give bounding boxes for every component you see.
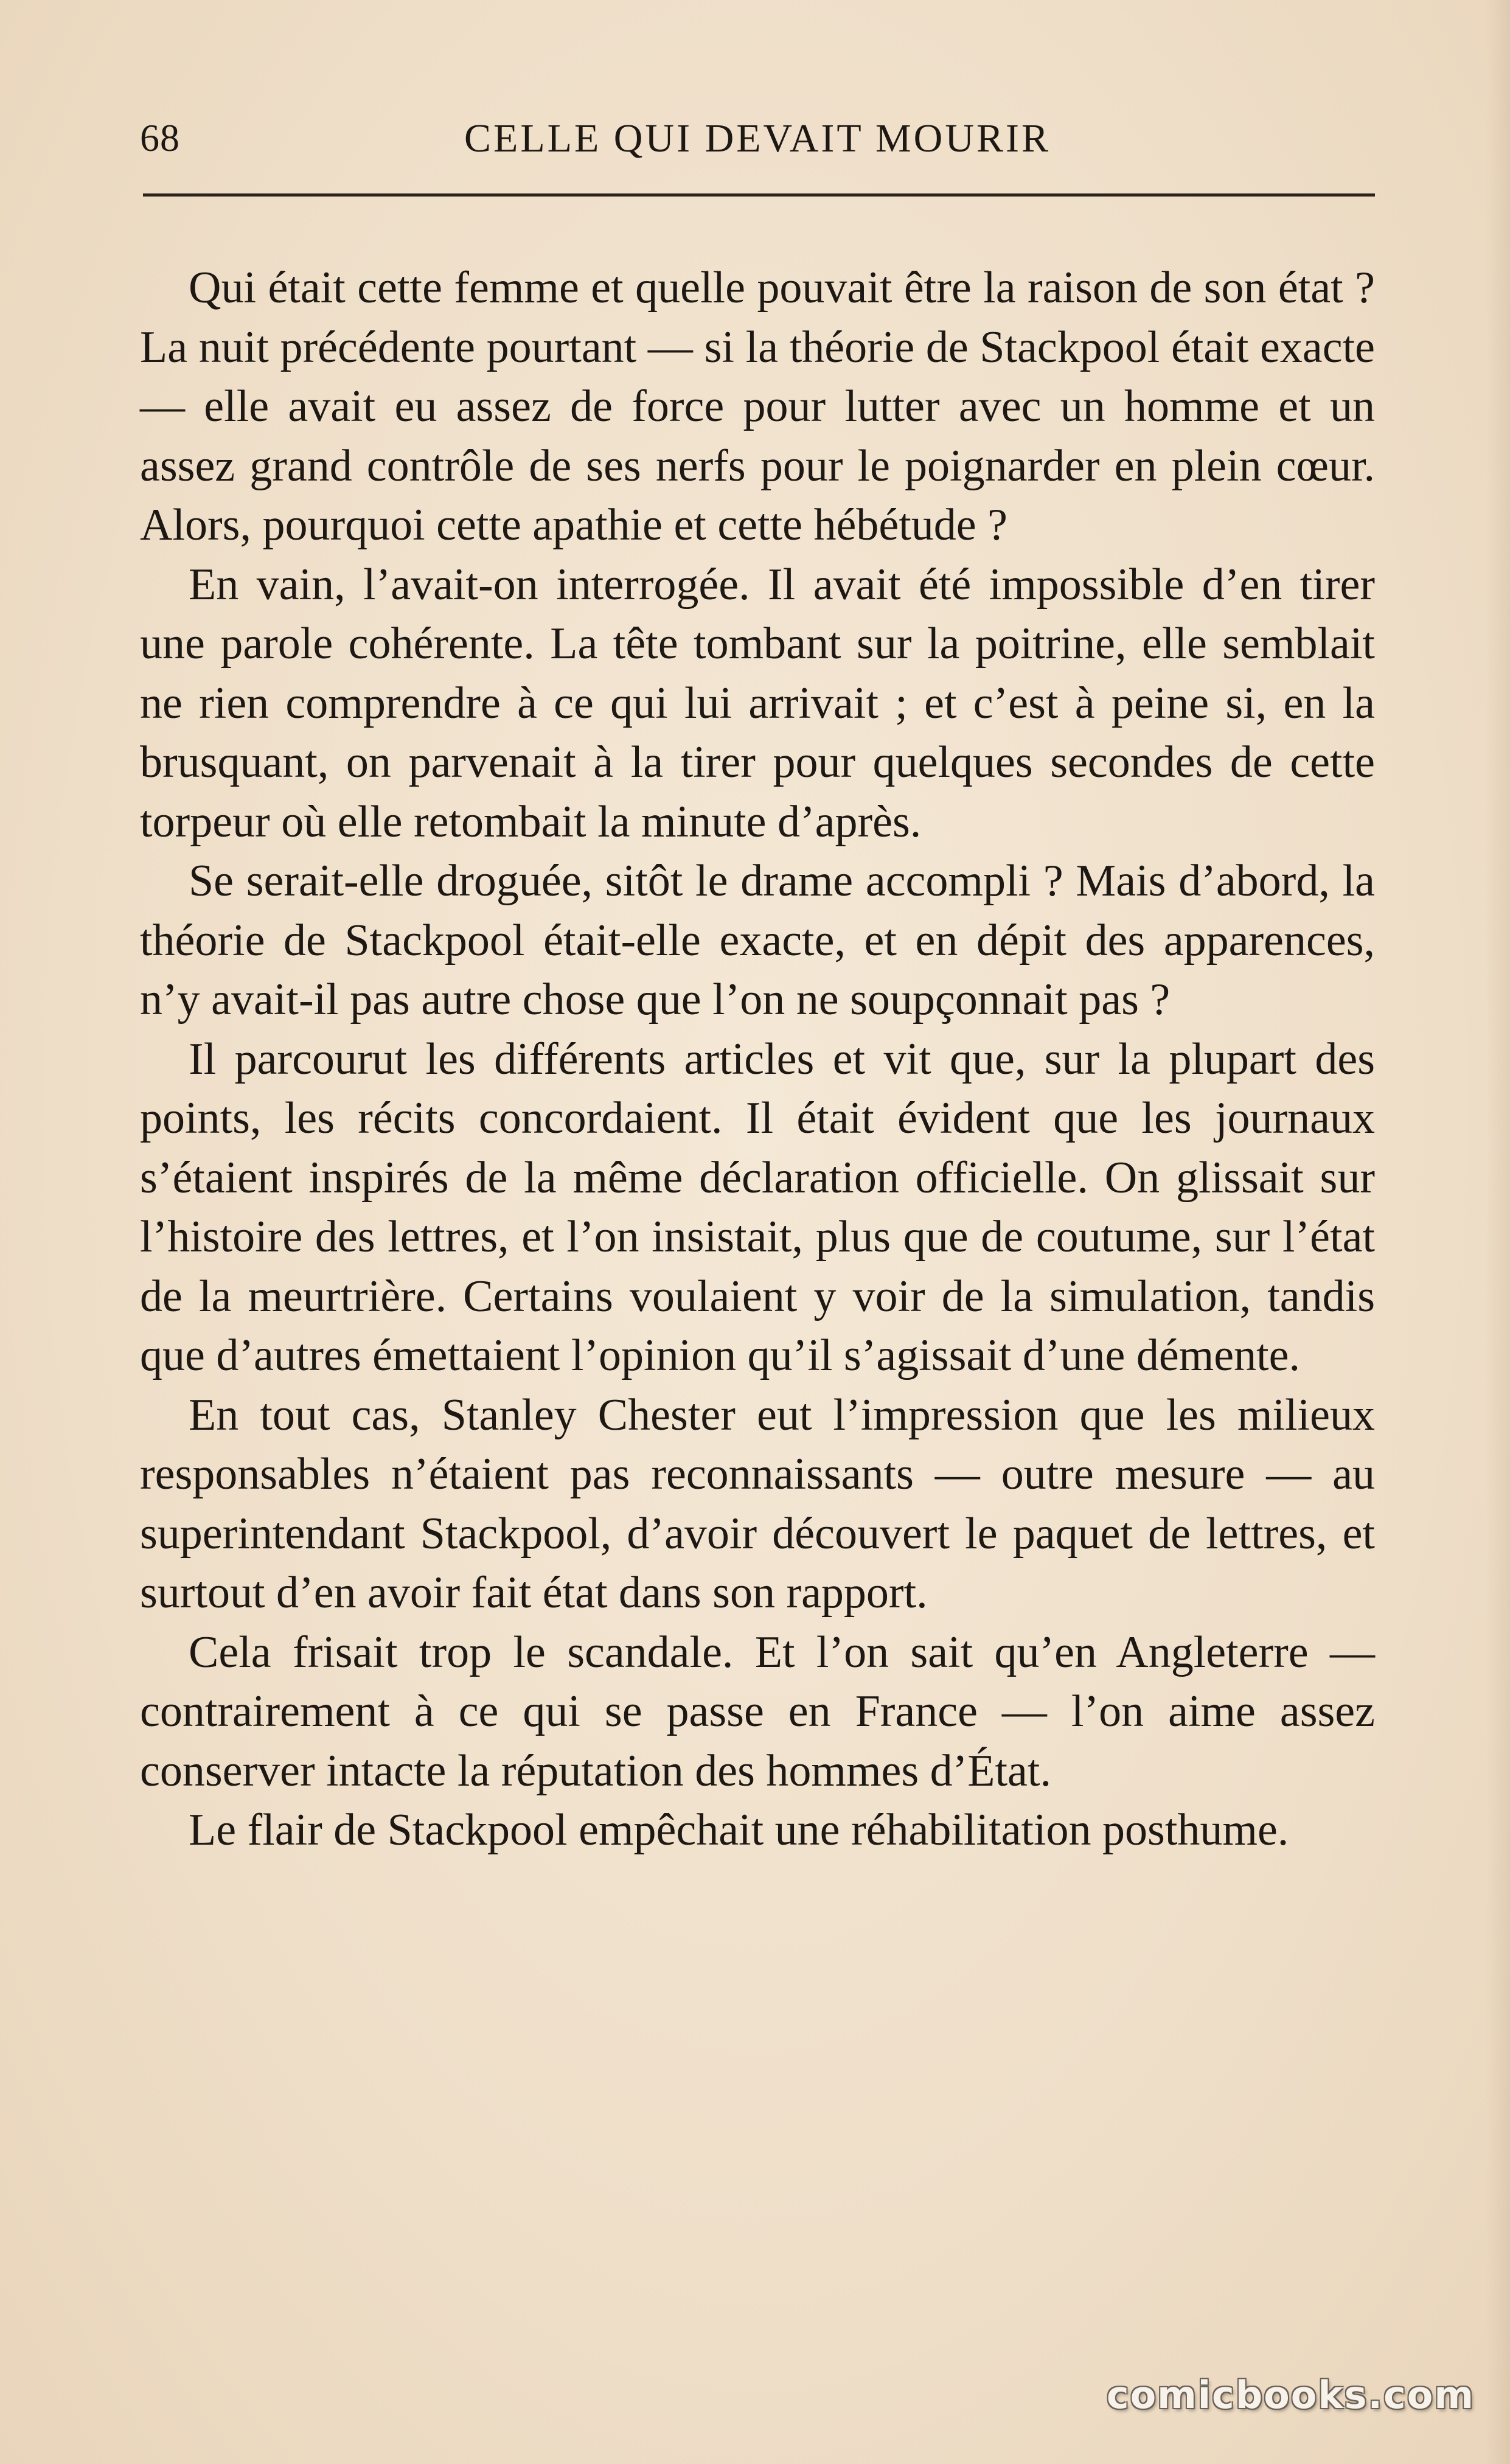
page-edge-shadow	[1486, 0, 1510, 2464]
paragraph: Il parcourut les différents articles et vit que, sur la plupart des points, les récits concordaient. Il était évident que les journaux s’étaient inspirés de la même déclaration officielle. On glissait sur l’histoire des lettres, et l’on insistait, plus que de coutume, sur l’état de la meurtrière. Certains voulaient y voir de la simulation, tandis que d’autres émettaient l’opinion qu’il s’agissait d’une démente.	[140, 1034, 1375, 1380]
header-rule	[143, 193, 1375, 197]
page-number: 68	[140, 116, 180, 159]
running-title: CELLE QUI DEVAIT MOURIR	[464, 116, 1051, 161]
paragraph: En tout cas, Stanley Chester eut l’impression que les milieux responsables n’étaient pas reconnaissants — outre mesure — au superintendant Stackpool, d’avoir découvert le paquet de lettres, et surtout d’en avoir fait état dans son rapport.	[140, 1390, 1375, 1618]
paragraph: En vain, l’avait-on interrogée. Il avait été impossible d’en tirer une parole cohérente. La tête tombant sur la poitrine, elle semblait ne rien comprendre à ce qui lui arrivait ; et c’est à peine si, en la brusquant, on parvenait à la tirer pour quelques secondes de cette torpeur où elle retombait la minute d’après.	[140, 559, 1375, 847]
paragraph: Qui était cette femme et quelle pouvait être la raison de son état ? La nuit précédente pourtant — si la théorie de Stackpool était exacte — elle avait eu assez de force pour lutter avec un homme et un assez grand contrôle de ses nerfs pour le poignarder en plein cœur. Alors, pourquoi cette apathie et cette hébétude ?	[140, 263, 1375, 550]
paragraph: Cela frisait trop le scandale. Et l’on sait qu’en Angleterre — contrairement à ce qui se passe en France — l’on aime assez conserver intacte la réputation des hommes d’État.	[140, 1627, 1375, 1796]
paragraph: Se serait-elle droguée, sitôt le drame accompli ? Mais d’abord, la théorie de Stackpool était-elle exacte, et en dépit des apparences, n’y avait-il pas autre chose que l’on ne soupçonnait pas ?	[140, 856, 1375, 1025]
paragraph: Le flair de Stackpool empêchait une réhabilitation posthume.	[189, 1805, 1289, 1855]
page-header	[140, 110, 1375, 176]
watermark-logo: comicbooks.com	[1106, 2373, 1475, 2417]
body-text	[140, 259, 1375, 1860]
